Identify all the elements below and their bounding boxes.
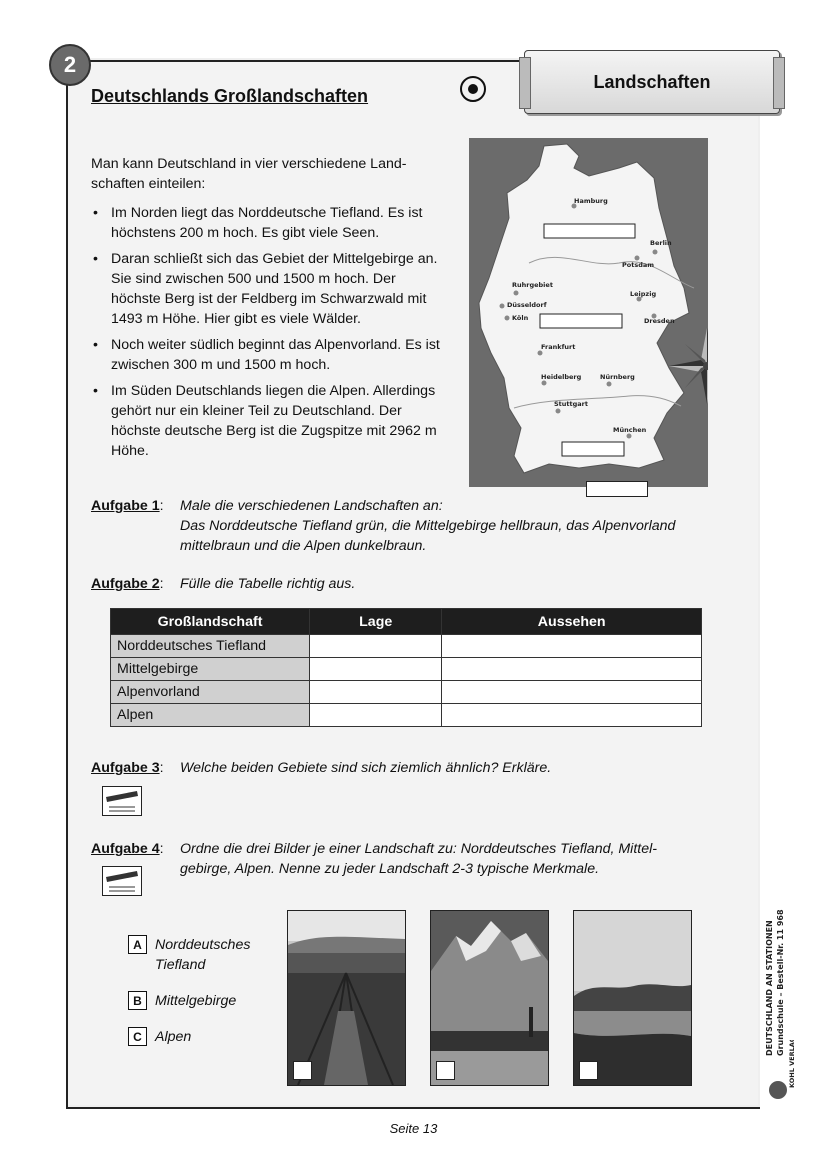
city-label: Köln (512, 314, 529, 322)
table-cell: Alpen (111, 704, 310, 727)
city-label: München (613, 426, 647, 434)
list-item: • Im Süden Deutschlands liegen die Alpen. Allerdings gehört nur ein kleiner Teil zu Deutschland. Der höchste deutsche Berg ist die Zugspitze mit 2962 m Höhe. (91, 381, 447, 461)
photo-hills (573, 910, 692, 1086)
task-line: gebirge, Alpen. Nenne zu jeder Landschaft 2-3 typische Merkmale. (180, 861, 600, 877)
city-label: Nürnberg (600, 373, 635, 381)
task-text (180, 839, 740, 879)
page-number: Seite 13 (389, 1121, 438, 1136)
list-item: • Im Norden liegt das Norddeutsche Tiefland. Es ist höchstens 200 m hoch. Es gibt viele Seen. (91, 203, 447, 243)
option-letter: C (128, 1027, 147, 1046)
task-line: Ordne die drei Bilder je einer Landschaft zu: Norddeutsches Tiefland, Mittel- (180, 841, 657, 857)
task-1: Aufgabe 1: Male die verschiedenen Landschaften an: Das Norddeutsche Tiefland grün, die Mittelgebirge hellbraun, das Alpenvorland mittelbraun und die Alpen dunkelbraun. (91, 496, 164, 516)
list-item: • Daran schließt sich das Gebiet der Mittelgebirge an. Sie sind zwischen 500 und 1500 m hoch. Der höchste Berg ist der Feldberg im Schwarzwald mit 1493 m Höhe. Hier gibt es viele Wälder. (91, 249, 447, 329)
answer-cell[interactable] (310, 681, 442, 704)
task-line: mittelbraun und die Alpen dunkelbraun. (180, 538, 427, 554)
city-label: Hamburg (574, 197, 608, 205)
task-3: Aufgabe 3: Welche beiden Gebiete sind sich ziemlich ähnlich? Erkläre. (91, 758, 164, 778)
task-text (180, 496, 740, 556)
answer-cell[interactable] (442, 704, 702, 727)
intro-line-2: schaften einteilen: (91, 176, 206, 192)
answer-cell[interactable] (442, 658, 702, 681)
landscape-list (91, 203, 447, 467)
city-label: Berlin (650, 239, 672, 247)
city-label: Frankfurt (541, 343, 576, 351)
task-label: Aufgabe 1 (91, 498, 160, 514)
city-label: Leipzig (630, 290, 657, 298)
list-item: • Noch weiter südlich beginnt das Alpenvorland. Es ist zwischen 300 m und 1500 m hoch. (91, 335, 447, 375)
answer-cell[interactable] (442, 635, 702, 658)
table-header: Aussehen (442, 609, 702, 635)
publisher-logo (768, 1040, 798, 1102)
answer-cell[interactable] (442, 681, 702, 704)
germany-map-svg (469, 138, 708, 487)
answer-cell[interactable] (310, 635, 442, 658)
task-2: Aufgabe 2: Fülle die Tabelle richtig aus. (91, 574, 164, 594)
photo-lowland (287, 910, 406, 1086)
table-cell: Norddeutsches Tiefland (111, 635, 310, 658)
table-row (111, 681, 702, 704)
task-line: Das Norddeutsche Tiefland grün, die Mittelgebirge hellbraun, das Alpenvorland (180, 518, 676, 534)
option-text: Alpen (155, 1029, 192, 1045)
city-label: Heidelberg (541, 373, 582, 381)
table-row (111, 635, 702, 658)
option-letter: B (128, 991, 147, 1010)
task-text: Fülle die Tabelle richtig aus. (180, 576, 356, 592)
top-rule (86, 60, 546, 62)
city-label: Düsseldorf (507, 301, 547, 309)
task-line: Male die verschiedenen Landschaften an: (180, 498, 443, 514)
target-icon (460, 76, 486, 102)
intro-text (91, 154, 441, 194)
write-icon (102, 786, 142, 816)
table-row (111, 704, 702, 727)
task-text: Welche beiden Gebiete sind sich ziemlich ähnlich? Erkläre. (180, 760, 552, 776)
option-letter: A (128, 935, 147, 954)
write-icon (102, 866, 142, 896)
publisher-name: KOHL VERLAG (788, 1040, 796, 1088)
order-number: Grundschule – Bestell-Nr. 11 968 (776, 909, 785, 1056)
landscape-table (110, 608, 702, 727)
photo-answer-box[interactable] (436, 1061, 455, 1080)
table-cell: Alpenvorland (111, 681, 310, 704)
table-header: Großlandschaft (111, 609, 310, 635)
city-label: Ruhrgebiet (512, 281, 553, 289)
task-label: Aufgabe 2 (91, 576, 160, 592)
option-text: Norddeutsches Tiefland (155, 937, 251, 973)
option-text: Mittelgebirge (155, 993, 237, 1009)
photo-answer-box[interactable] (293, 1061, 312, 1080)
answer-box-below-map[interactable] (586, 481, 648, 497)
germany-map (469, 138, 708, 487)
city-label: Dresden (644, 317, 675, 325)
station-number-badge: 2 (49, 44, 91, 86)
series-title: DEUTSCHLAND AN STATIONEN (765, 920, 774, 1056)
intro-line-1: Man kann Deutschland in vier verschiedene Land- (91, 156, 407, 172)
task-label: Aufgabe 3 (91, 760, 160, 776)
topic-banner: Landschaften (524, 50, 780, 114)
photo-answer-box[interactable] (579, 1061, 598, 1080)
answer-cell[interactable] (310, 704, 442, 727)
task-4: Aufgabe 4: Ordne die drei Bilder je einer Landschaft zu: Norddeutsches Tiefland, Mittel- gebirge, Alpen. Nenne zu jeder Landschaft 2-3 typische Merkmale. (91, 839, 164, 859)
table-cell: Mittelgebirge (111, 658, 310, 681)
photo-alps (430, 910, 549, 1086)
city-label: Stuttgart (554, 400, 588, 408)
city-label: Potsdam (622, 261, 655, 269)
table-row (111, 658, 702, 681)
answer-cell[interactable] (310, 658, 442, 681)
side-imprint (762, 858, 788, 1058)
table-header: Lage (310, 609, 442, 635)
page-title: Deutschlands Großlandschaften (91, 86, 369, 106)
task-label: Aufgabe 4 (91, 841, 160, 857)
